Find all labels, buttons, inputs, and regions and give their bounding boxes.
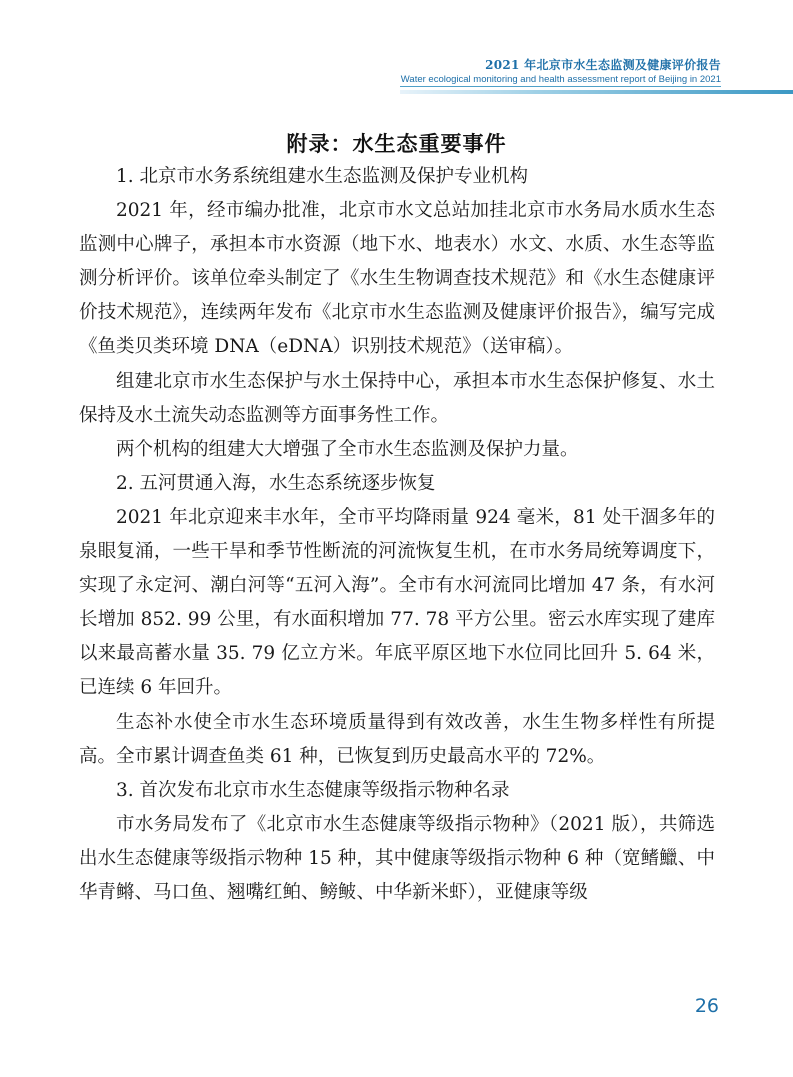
paragraph: 组建北京市水生态保护与水土保持中心，承担本市水生态保护修复、水土保持及水土流失动态监测等方面事务性工作。 — [79, 370, 715, 426]
report-subtitle-english: Water ecological monitoring and health assessment report of Beijing in 2021 — [400, 74, 721, 85]
paragraph: 市水务局发布了《北京市水生态健康等级指示物种》（2021 版），共筛选出水生态健康等级指示物种 15 种，其中健康等级指示物种 6 种（宽鳍鱲、中华青鳉、马口鱼、翘嘴红鲌、鳑鲏、中华新米虾），亚健康等级 — [79, 813, 715, 903]
paragraph: 生态补水使全市水生态环境质量得到有效改善，水生生物多样性有所提高。全市累计调查鱼类 61 种，已恢复到历史最高水平的 72%。 — [79, 711, 715, 767]
header-gradient-bar — [400, 90, 793, 94]
paragraph: 2021 年北京迎来丰水年，全市平均降雨量 924 毫米，81 处干涸多年的泉眼复涌，一些干旱和季节性断流的河流恢复生机，在市水务局统筹调度下，实现了永定河、潮白河等“五河入海”。全市有水河流同比增加 47 条，有水河长增加 852. 99 公里，有水面积增加 77. 78 平方公里。密云水库实现了建库以来最高蓄水量 35. 79 亿立方米。年底平原区地下水位同比回升 5. 64 米，已连续 6 年回升。 — [79, 506, 715, 699]
page-title: 附录：水生态重要事件 — [286, 132, 507, 157]
section-heading: 3. 首次发布北京市水生态健康等级指示物种名录 — [116, 779, 510, 801]
header-rule — [400, 86, 721, 87]
report-title: 2021 年北京市水生态监测及健康评价报告 — [485, 58, 721, 72]
paragraph: 2021 年，经市编办批准，北京市水文总站加挂北京市水务局水质水生态监测中心牌子，承担本市水资源（地下水、地表水）水文、水质、水生态等监测分析评价。该单位牵头制定了《水生生物调查技术规范》和《水生态健康评价技术规范》，连续两年发布《北京市水生态监测及健康评价报告》，编写完成《鱼类贝类环境 DNA（eDNA）识别技术规范》（送审稿）。 — [79, 200, 715, 358]
section-heading: 1. 北京市水务系统组建水生态监测及保护专业机构 — [116, 166, 529, 187]
paragraph: 两个机构的组建大大增强了全市水生态监测及保护力量。 — [116, 438, 579, 460]
running-header — [401, 58, 721, 86]
section-heading: 2. 五河贯通入海，水生态系统逐步恢复 — [116, 472, 436, 494]
document-body — [79, 160, 715, 910]
page-number: 26 — [694, 995, 719, 1017]
